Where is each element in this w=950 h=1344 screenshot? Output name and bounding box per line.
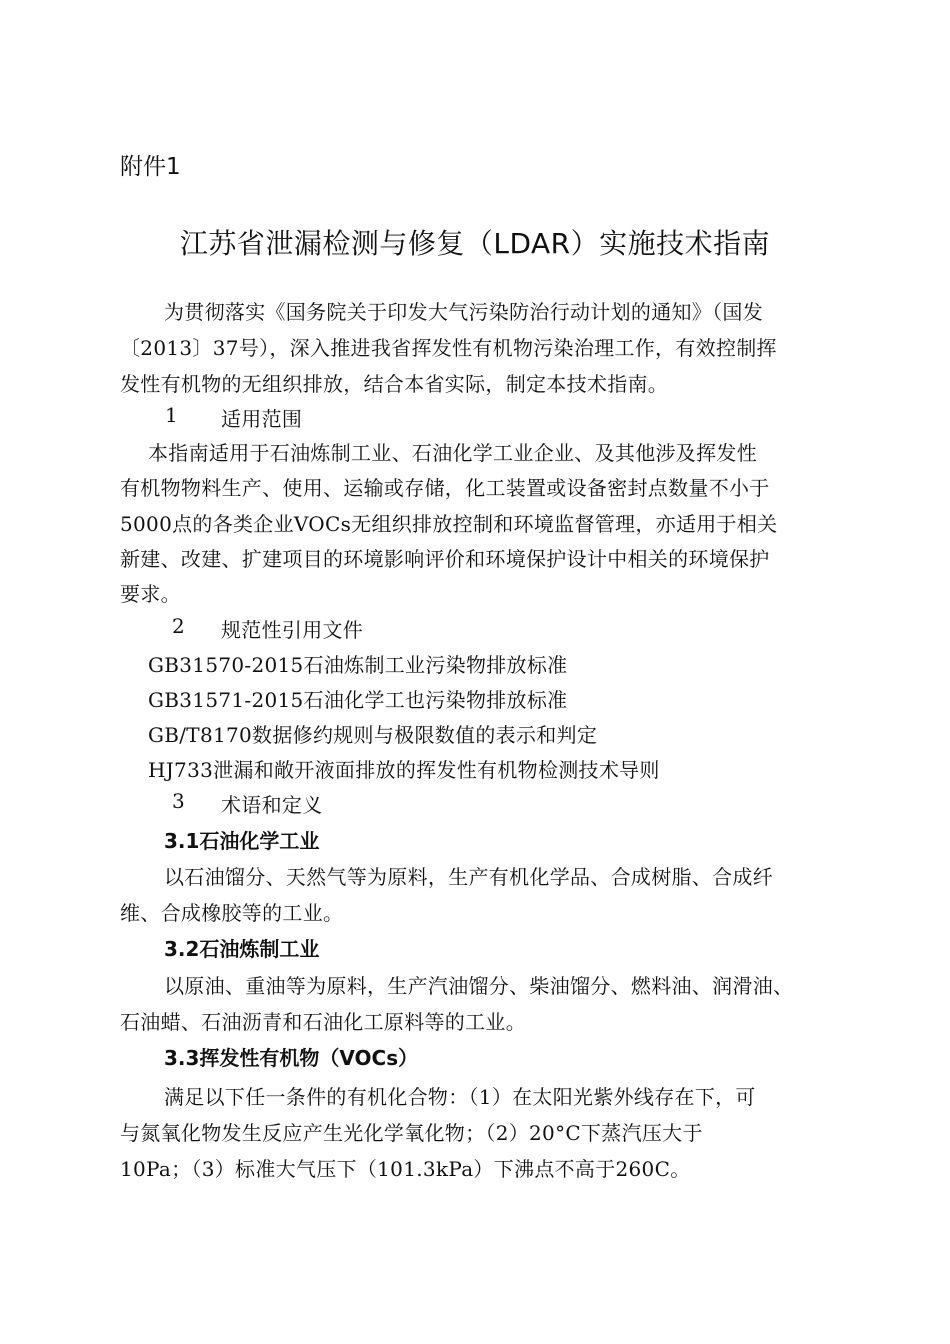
scope-line: 有机物物料生产、使用、运输或存储，化工装置或设备密封点数量不小于 [120,476,770,500]
subsection-3-3-line: 与氮氧化物发生反应产生光化学氧化物；（2）20°C下蒸汽压大于 [120,1121,703,1145]
reference-item: HJ733泄漏和敞开液面排放的挥发性有机物检测技术导则 [148,758,660,782]
subsection-3-1-line: 以石油馏分、天然气等为原料，生产有机化学品、合成树脂、合成纤 [164,865,773,889]
intro-line: 为贯彻落实《国务院关于印发大气污染防治行动计划的通知》（国发 [164,300,763,324]
annex-label: 附件1 [120,154,181,180]
reference-item: GB31570-2015石油炼制工业污染物排放标准 [148,653,568,677]
section-3-number: 3 [172,789,186,813]
section-1-number: 1 [165,403,179,427]
section-2-number: 2 [172,614,186,638]
section-3-title: 术语和定义 [221,793,323,817]
scope-line: 要求。 [120,582,181,606]
scope-line: 本指南适用于石油炼制工业、石油化学工业企业、及其他涉及挥发性 [148,441,757,465]
subsection-3-3-line: 10Pa；（3）标准大气压下（101.3kPa）下沸点不高于260C。 [120,1157,691,1181]
scope-line: 新建、改建、扩建项目的环境影响评价和环境保护设计中相关的环境保护 [120,547,770,571]
document-title: 江苏省泄漏检测与修复（LDAR）实施技术指南 [179,227,771,260]
reference-item: GB31571-2015石油化学工也污染物排放标准 [148,688,568,712]
subsection-3-2-title: 3.2石油炼制工业 [164,937,320,961]
subsection-3-2-line: 以原油、重油等为原料，生产汽油馏分、柴油馏分、燃料油、润滑油、 [164,974,794,998]
intro-line: 〔2013〕37号），深入推进我省挥发性有机物污染治理工作，有效控制挥 [120,336,777,360]
subsection-3-1-line: 维、合成橡胶等的工业。 [120,901,344,925]
reference-item: GB/T8170数据修约规则与极限数值的表示和判定 [148,723,598,747]
section-2-title: 规范性引用文件 [221,618,364,642]
subsection-3-2-line: 石油蜡、石油沥青和石油化工原料等的工业。 [120,1010,526,1034]
scope-line: 5000点的各类企业VOCs无组织排放控制和环境监督管理，亦适用于相关 [120,512,778,536]
section-1-title: 适用范围 [221,407,303,431]
subsection-3-3-title: 3.3挥发性有机物（VOCs） [164,1046,419,1070]
subsection-3-3-line: 满足以下任一条件的有机化合物：（1）在太阳光紫外线存在下，可 [164,1085,756,1109]
subsection-3-1-title: 3.1石油化学工业 [164,829,320,853]
intro-line: 发性有机物的无组织排放，结合本省实际，制定本技术指南。 [120,372,669,396]
